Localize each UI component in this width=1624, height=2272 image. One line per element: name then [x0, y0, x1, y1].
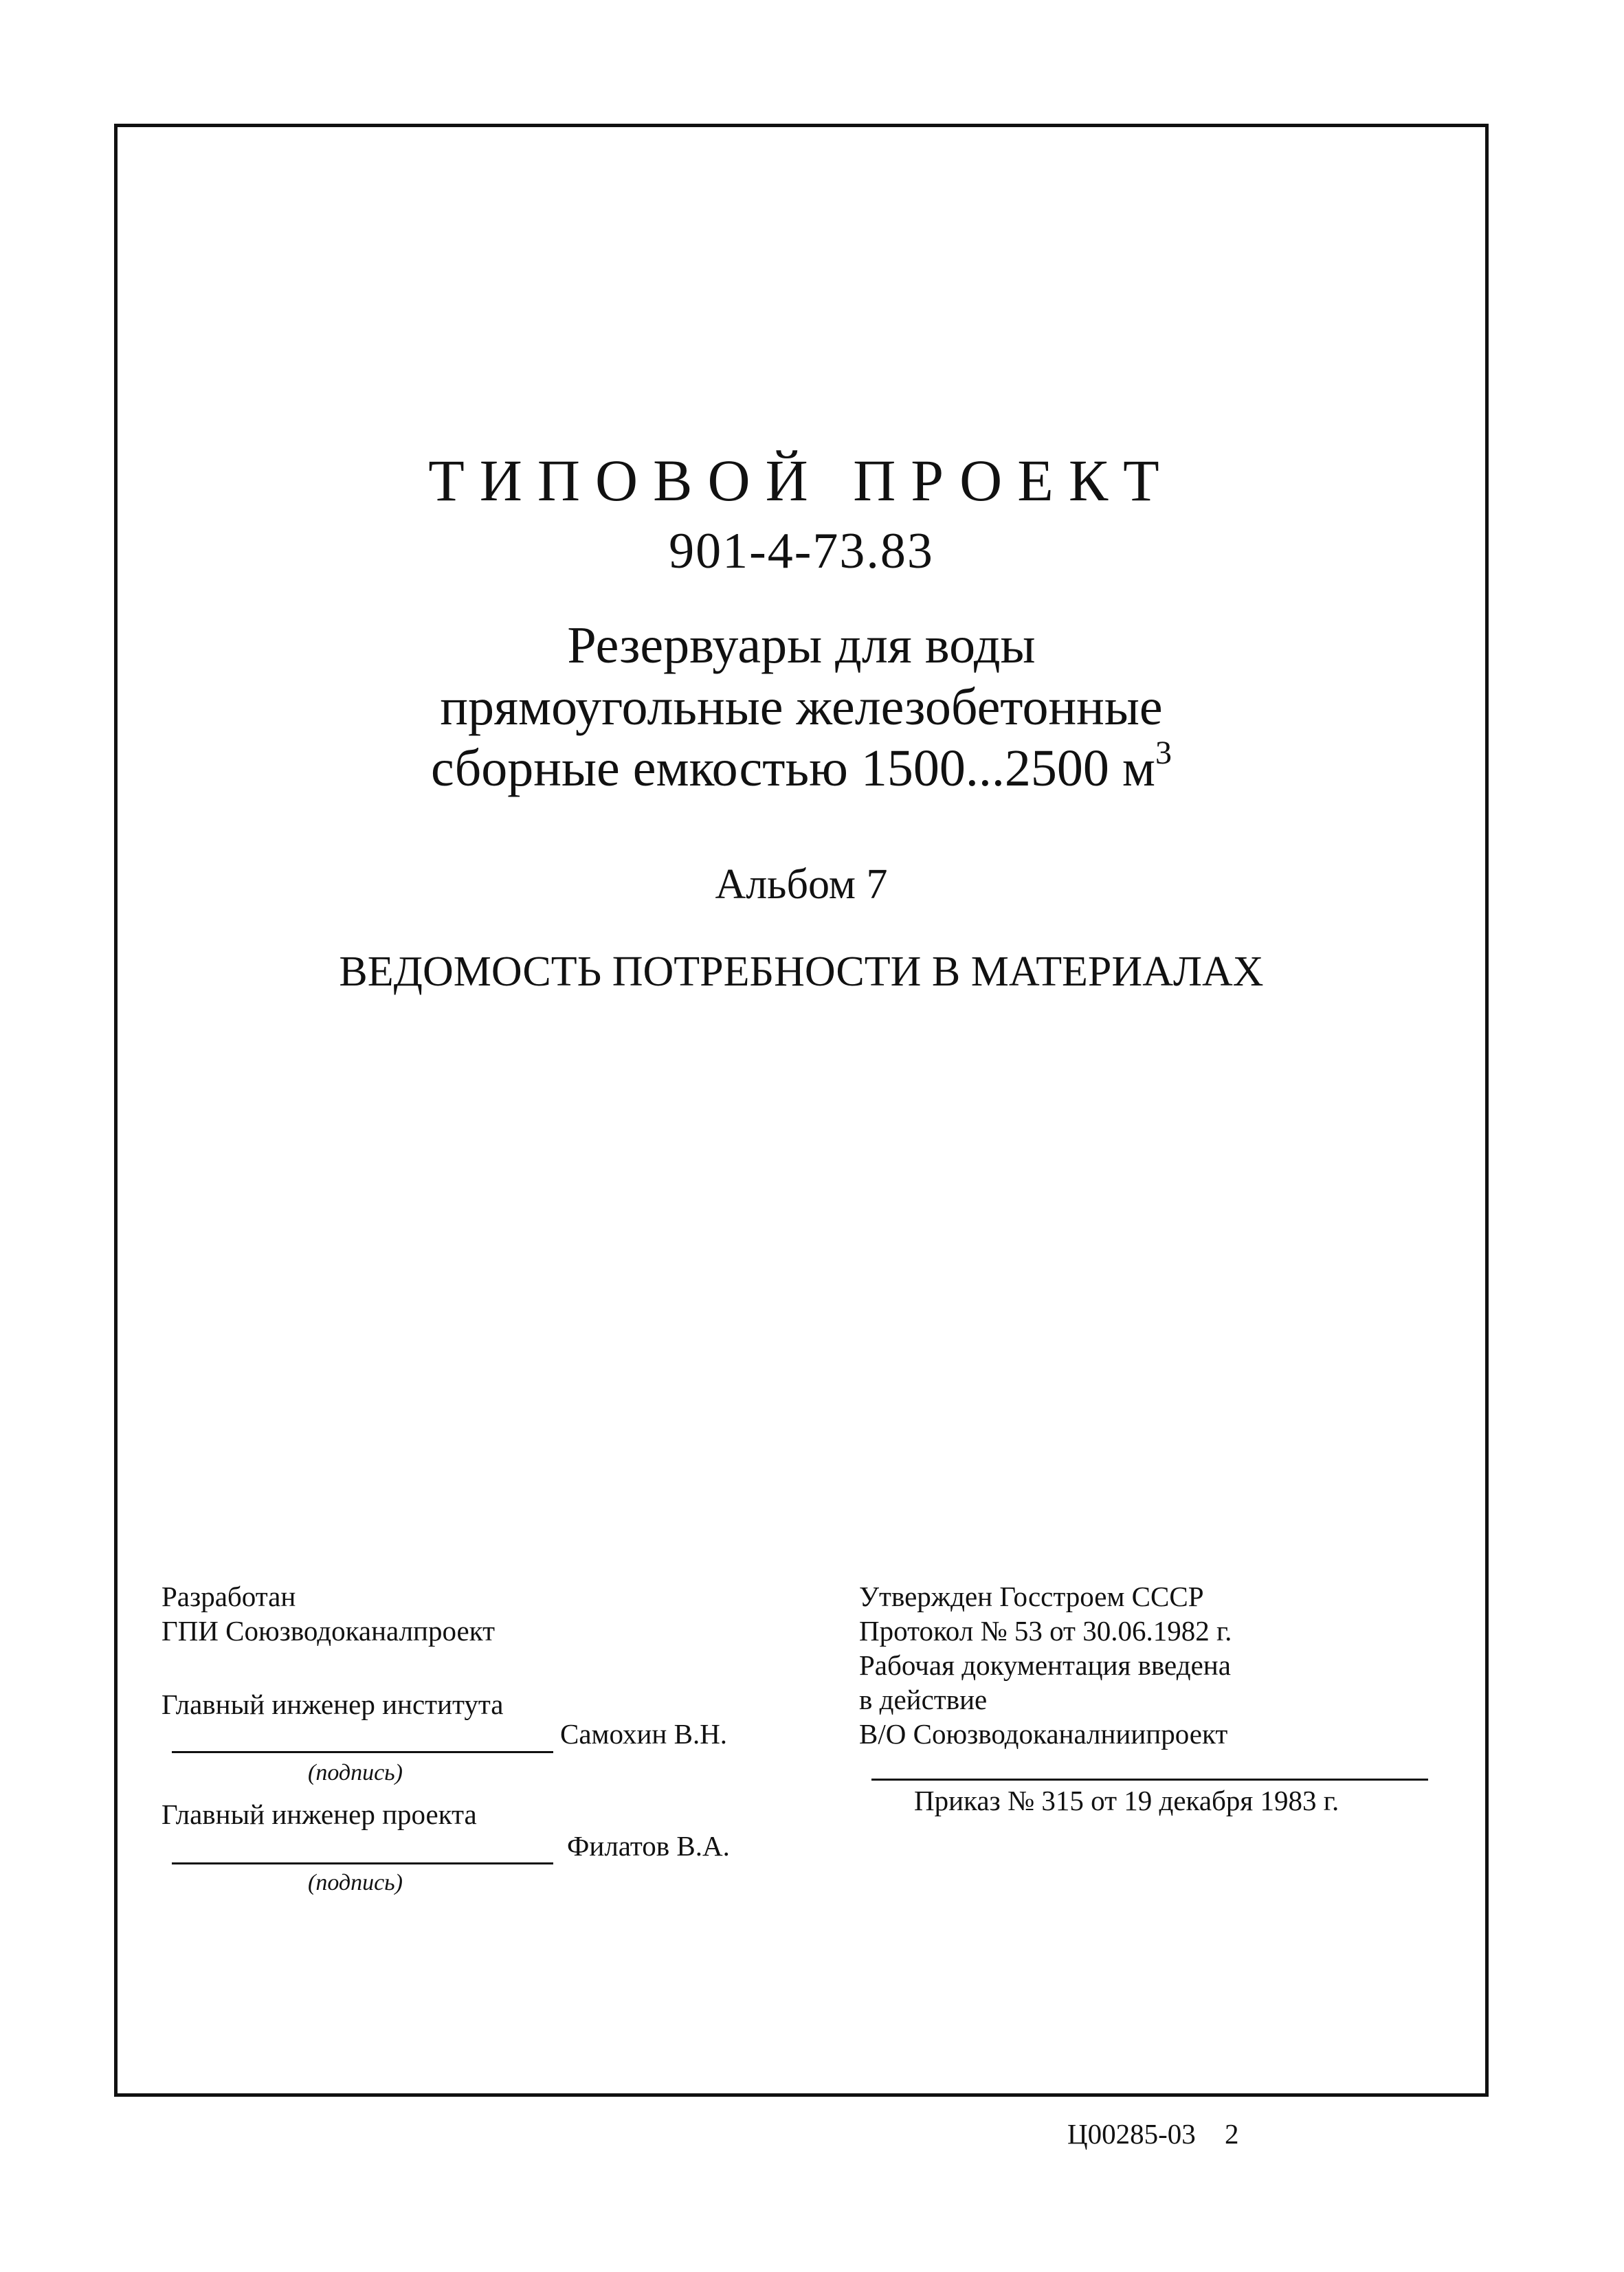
album-label: Альбом 7	[715, 861, 888, 908]
chief-engineer-institute-label: Главный инженер института	[162, 1689, 504, 1720]
developed-by-label: Разработан	[162, 1581, 296, 1612]
approval-line-2: Протокол № 53 от 30.06.1982 г.	[859, 1615, 1232, 1647]
signature-line-institute	[172, 1751, 553, 1753]
chief-engineer-project-label: Главный инженер проекта	[162, 1798, 477, 1830]
approval-line-5: В/О Союзводоканалниипроект	[859, 1718, 1228, 1750]
project-title-line-3	[114, 735, 1489, 800]
signature-caption-project: (подпись)	[308, 1870, 403, 1895]
signature-caption-institute: (подпись)	[308, 1760, 403, 1785]
order-text: Приказ № 315 от 19 декабря 1983 г.	[914, 1785, 1339, 1816]
document-type: ТИПОВОЙ ПРОЕКТ	[428, 447, 1175, 513]
footer-page-number: 2	[1225, 2118, 1239, 2150]
approval-line-1: Утвержден Госстроем СССР	[859, 1581, 1204, 1612]
album-title: ВЕДОМОСТЬ ПОТРЕБНОСТИ В МАТЕРИАЛАХ	[339, 948, 1264, 995]
project-title-line-3-text: сборные емкостью 1500...2500 м	[430, 739, 1156, 798]
project-title-line-1: Резервуары для воды	[567, 616, 1036, 674]
project-title	[114, 615, 1489, 800]
order-divider-line	[871, 1779, 1428, 1781]
developer-organization: ГПИ Союзводоканалпроект	[162, 1615, 495, 1647]
project-title-line-2: прямоугольные железобетонные	[440, 678, 1163, 736]
cubic-superscript: 3	[1155, 735, 1172, 772]
approval-line-4: в действие	[859, 1684, 988, 1715]
chief-engineer-institute-name: Самохин В.Н.	[560, 1718, 728, 1750]
approval-line-3: Рабочая документация введена	[859, 1649, 1231, 1681]
chief-engineer-project-name: Филатов В.А.	[567, 1830, 730, 1862]
signature-line-project	[172, 1862, 553, 1864]
footer-document-code: Ц00285-03	[1067, 2118, 1196, 2150]
document-number: 901-4-73.83	[669, 523, 934, 579]
